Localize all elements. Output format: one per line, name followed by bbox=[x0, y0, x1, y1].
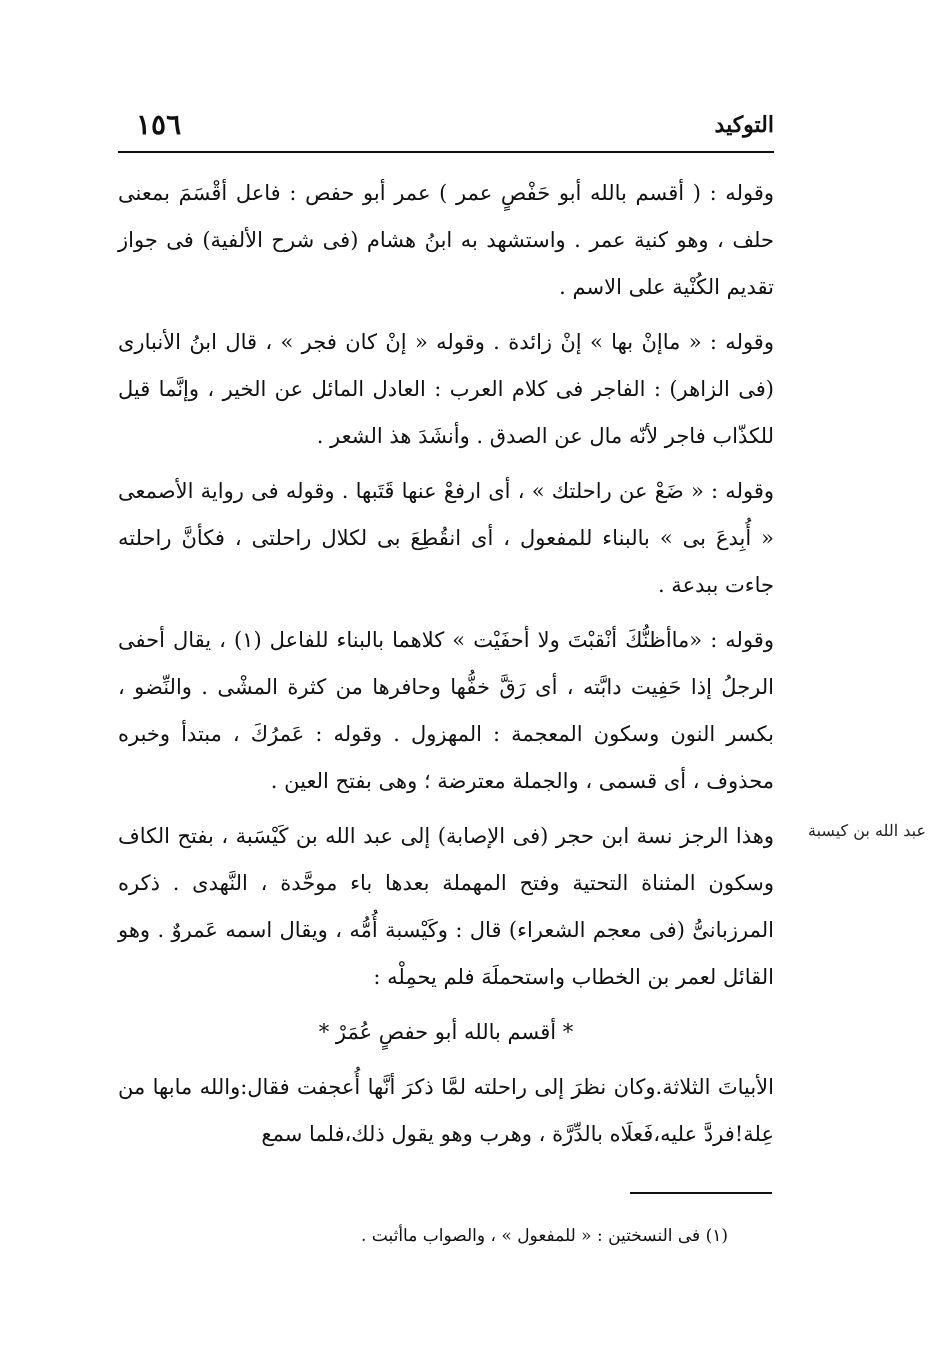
header-rule bbox=[118, 151, 774, 153]
page-header bbox=[118, 108, 774, 148]
paragraph-4: وقوله : «ماأظنُّكَ أنْقبْتَ ولا أحفَيْت » كلاهما بالبناء للفاعل (١) ، يقال أحفى الرجلُ إذا حَفِيت دابَّته ، أى رَقَّ خفُّها وحافرها من كثرة المشْى . والنِّضو ، بكسر النون وسكون المعجمة : المهزول . وقوله : عَمرُكَ ، مبتدأ وخبره محذوف ، أى قسمى ، والجملة معترضة ؛ وهى بفتح العين . bbox=[118, 628, 774, 793]
page-number: ١٥٦ bbox=[136, 108, 182, 141]
paragraph-closing: الأبياتَ الثلاثة.وكان نظرَ إلى راحلته لمَّا ذكرَ أنَّها أُعجفت فقال:والله مابها من عِلة!فردَّ عليه،فَعلَاه بالدِّرَّة ، وهرب وهو يقول ذلك،فلما سمع bbox=[118, 1075, 774, 1146]
verse-line: * أقسم بالله أبو حفصٍ عُمَرْ * bbox=[318, 1020, 574, 1044]
paragraph-5: وهذا الرجز نسة ابن حجر (فى الإصابة) إلى عبد الله بن كَيْسَبة ، بفتح الكاف وسكون المثناة التحتية وفتح المهملة بعدها باء موحَّدة ، النَّهدى . ذكره المرزبانىُّ (فى معجم الشعراء) قال : وكَيْسبة أُمُّه ، ويقال اسمه عَمروٌ . وهو القائل لعمر بن الخطاب واستحملَهَ فلم يحمِلْه : bbox=[118, 824, 774, 989]
margin-note: عبد الله بن كيسبة bbox=[808, 821, 926, 840]
footnote-rule bbox=[630, 1192, 772, 1194]
paragraph-3: وقوله : « ضَعْ عن راحلتك » ، أى ارفعْ عنها قَتَبها . وقوله فى رواية الأصمعى « أُبِدعَ بى » بالبناء للمفعول ، أى انقُطِعَ بى لكلال راحلتى ، فكأنَّ راحلته جاءت ببدعة . bbox=[118, 479, 774, 597]
paragraph-1: وقوله : ( أقسم بالله أبو حَفْصٍ عمر ) عمر أبو حفص : فاعل أقْسَمَ بمعنى حلف ، وهو كنية عمر . واستشهد به ابنُ هشام (فى شرح الألفية) فى جواز تقديم الكُنْية على الاسم . bbox=[118, 181, 774, 299]
body-text bbox=[118, 170, 774, 1166]
paragraph-2: وقوله : « ماإنْ بها » إنْ زائدة . وقوله « إنْ كان فجر » ، قال ابنُ الأنبارى (فى الزاهر) : الفاجر فى كلام العرب : العادل المائل عن الخير ، وإنَّما قيل للكذّاب فاجر لأنّه مال عن الصدق . وأنشَدَ هذ الشعر . bbox=[118, 330, 774, 448]
running-title: التوكيد bbox=[714, 112, 774, 138]
footnote: (١) فى النسختين : « للمفعول » ، والصواب ماأثبت . bbox=[360, 1226, 728, 1246]
